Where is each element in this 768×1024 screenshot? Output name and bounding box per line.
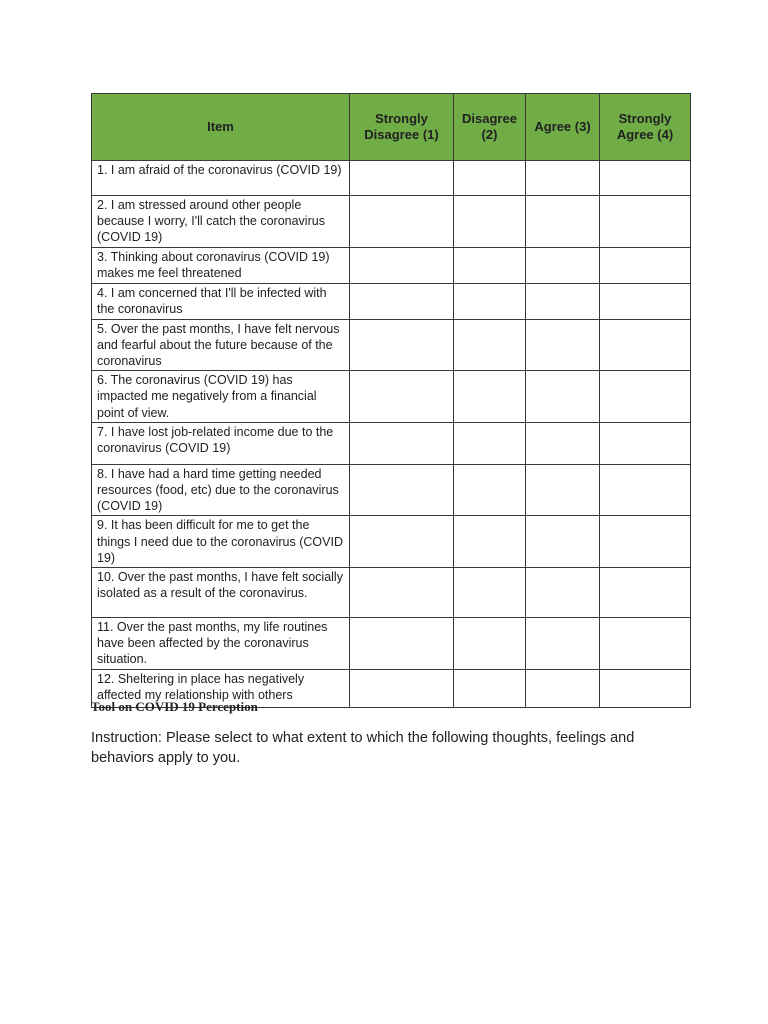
rating-cell-strongly-disagree[interactable] <box>350 161 454 196</box>
item-text: 3. Thinking about coronavirus (COVID 19) makes me feel threatened <box>92 247 350 283</box>
header-disagree: Disagree (2) <box>454 94 526 161</box>
rating-cell-strongly-agree[interactable] <box>600 161 691 196</box>
item-text: 1. I am afraid of the coronavirus (COVID 19) <box>92 161 350 196</box>
rating-cell-agree[interactable] <box>526 464 600 516</box>
header-strongly-agree: Strongly Agree (4) <box>600 94 691 161</box>
rating-cell-agree[interactable] <box>526 161 600 196</box>
table-row <box>92 247 691 283</box>
rating-cell-agree[interactable] <box>526 196 600 248</box>
rating-cell-strongly-agree[interactable] <box>600 247 691 283</box>
rating-cell-agree[interactable] <box>526 371 600 423</box>
rating-cell-disagree[interactable] <box>454 618 526 670</box>
rating-cell-agree[interactable] <box>526 319 600 371</box>
rating-cell-strongly-agree[interactable] <box>600 464 691 516</box>
rating-cell-disagree[interactable] <box>454 247 526 283</box>
rating-cell-agree[interactable] <box>526 568 600 618</box>
rating-cell-agree[interactable] <box>526 283 600 319</box>
item-text: 4. I am concerned that I'll be infected with the coronavirus <box>92 283 350 319</box>
rating-cell-strongly-disagree[interactable] <box>350 283 454 319</box>
item-text: 10. Over the past months, I have felt socially isolated as a result of the coronavirus. <box>92 568 350 618</box>
rating-cell-strongly-disagree[interactable] <box>350 247 454 283</box>
item-text: 6. The coronavirus (COVID 19) has impacted me negatively from a financial point of view. <box>92 371 350 423</box>
rating-cell-strongly-disagree[interactable] <box>350 371 454 423</box>
rating-cell-disagree[interactable] <box>454 319 526 371</box>
table-header-row <box>92 94 691 161</box>
rating-cell-strongly-agree[interactable] <box>600 319 691 371</box>
rating-cell-agree[interactable] <box>526 247 600 283</box>
table-row <box>92 422 691 464</box>
table-row <box>92 161 691 196</box>
table-row <box>92 196 691 248</box>
rating-cell-strongly-disagree[interactable] <box>350 516 454 568</box>
rating-cell-strongly-disagree[interactable] <box>350 422 454 464</box>
header-agree: Agree (3) <box>526 94 600 161</box>
instruction-text: Instruction: Please select to what extent to which the following thoughts, feelings and behaviors apply to you. <box>91 730 635 766</box>
rating-cell-strongly-disagree[interactable] <box>350 618 454 670</box>
rating-cell-disagree[interactable] <box>454 464 526 516</box>
rating-cell-strongly-disagree[interactable] <box>350 319 454 371</box>
rating-cell-strongly-agree[interactable] <box>600 196 691 248</box>
header-item: Item <box>92 94 350 161</box>
rating-cell-strongly-disagree[interactable] <box>350 568 454 618</box>
table-row <box>92 568 691 618</box>
rating-cell-disagree[interactable] <box>454 568 526 618</box>
rating-cell-disagree[interactable] <box>454 196 526 248</box>
table-row <box>92 283 691 319</box>
rating-cell-strongly-disagree[interactable] <box>350 464 454 516</box>
rating-cell-agree[interactable] <box>526 516 600 568</box>
item-text: 8. I have had a hard time getting needed resources (food, etc) due to the coronavirus (COVID 19) <box>92 464 350 516</box>
rating-cell-strongly-agree[interactable] <box>600 371 691 423</box>
item-text: 7. I have lost job-related income due to the coronavirus (COVID 19) <box>92 422 350 464</box>
rating-cell-strongly-agree[interactable] <box>600 422 691 464</box>
rating-cell-strongly-agree[interactable] <box>600 516 691 568</box>
table-row <box>92 319 691 371</box>
item-text: 11. Over the past months, my life routines have been affected by the coronavirus situation. <box>92 618 350 670</box>
rating-cell-strongly-disagree[interactable] <box>350 669 454 707</box>
item-text: 12. Sheltering in place has negatively affected my relationship with others <box>92 669 350 707</box>
item-text: 5. Over the past months, I have felt nervous and fearful about the future because of the coronavirus <box>92 319 350 371</box>
rating-cell-disagree[interactable] <box>454 161 526 196</box>
rating-cell-strongly-disagree[interactable] <box>350 196 454 248</box>
rating-cell-disagree[interactable] <box>454 516 526 568</box>
table-row <box>92 371 691 423</box>
rating-cell-agree[interactable] <box>526 422 600 464</box>
rating-cell-strongly-agree[interactable] <box>600 283 691 319</box>
rating-cell-disagree[interactable] <box>454 283 526 319</box>
rating-cell-disagree[interactable] <box>454 371 526 423</box>
rating-cell-strongly-agree[interactable] <box>600 618 691 670</box>
table-row <box>92 464 691 516</box>
rating-cell-strongly-agree[interactable] <box>600 669 691 707</box>
table-row <box>92 618 691 670</box>
perception-survey-table <box>91 93 691 708</box>
table-caption: Tool on COVID 19 Perception <box>91 699 258 714</box>
rating-cell-disagree[interactable] <box>454 669 526 707</box>
item-text: 2. I am stressed around other people because I worry, I'll catch the coronavirus (COVID 19) <box>92 196 350 248</box>
rating-cell-agree[interactable] <box>526 669 600 707</box>
item-text: 9. It has been difficult for me to get the things I need due to the coronavirus (COVID 19) <box>92 516 350 568</box>
table-row <box>92 516 691 568</box>
rating-cell-strongly-agree[interactable] <box>600 568 691 618</box>
rating-cell-disagree[interactable] <box>454 422 526 464</box>
header-strongly-disagree: Strongly Disagree (1) <box>350 94 454 161</box>
rating-cell-agree[interactable] <box>526 618 600 670</box>
